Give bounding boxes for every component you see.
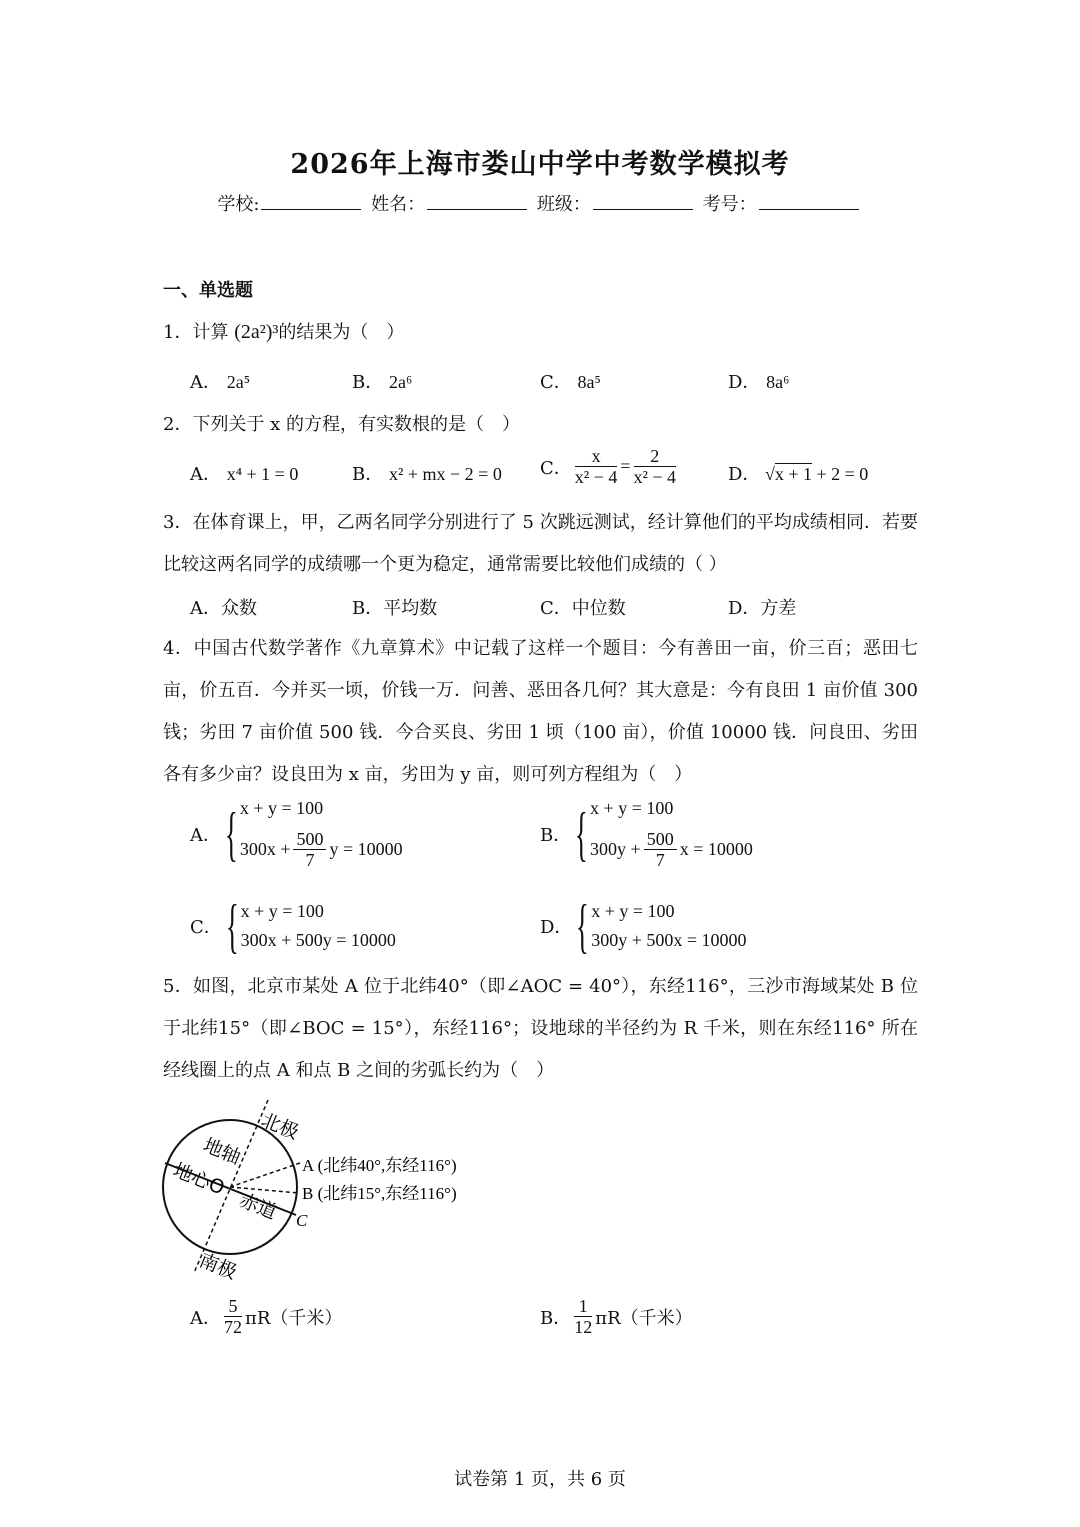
option-value: 8a⁵ <box>577 372 601 392</box>
denominator: 72 <box>224 1317 242 1337</box>
brace: { <box>575 801 589 867</box>
q4-option-d[interactable] <box>540 893 747 959</box>
q5-option-b[interactable] <box>540 1296 693 1337</box>
equation-part: x = 10000 <box>679 839 753 859</box>
option-letter: D． <box>728 372 761 393</box>
exam-title: 2026年上海市娄山中学中考数学模拟考 <box>290 149 790 180</box>
option-letter: A． <box>190 1307 221 1329</box>
brace: { <box>225 893 239 959</box>
option-value: x⁴ + 1 = 0 <box>226 464 299 484</box>
q2-option-b[interactable] <box>352 460 502 486</box>
q2-option-a[interactable] <box>190 460 298 486</box>
equation-part: 300y + <box>590 839 641 859</box>
option-letter: C． <box>190 917 222 938</box>
denominator: 7 <box>655 850 665 870</box>
south-pole-label: 南极 <box>196 1249 240 1284</box>
name-label: 姓名： <box>371 194 426 215</box>
q4-option-c[interactable] <box>190 893 396 959</box>
denominator: 12 <box>574 1317 593 1337</box>
brace: { <box>224 801 238 867</box>
equals-sign: = <box>620 456 631 476</box>
option-value: x² + mx − 2 = 0 <box>388 464 502 484</box>
center-label: 地心O <box>170 1159 228 1200</box>
q1-number: 1． <box>163 322 193 343</box>
numerator: 5 <box>224 1296 242 1317</box>
question-2: 2．下列关于 x 的方程，有实数根的是（ ） <box>163 414 521 435</box>
fraction <box>634 446 677 487</box>
equation-row: x + y = 100 <box>240 901 324 921</box>
q1-expression: (2a²)³ <box>234 321 279 343</box>
section-heading: 一、单选题 <box>163 280 253 301</box>
north-pole-label: 北极 <box>258 1109 302 1144</box>
numerator: 500 <box>644 829 677 850</box>
q2-option-d[interactable] <box>728 460 868 486</box>
earth-diagram <box>150 1095 510 1285</box>
denominator: x² − 4 <box>574 467 618 487</box>
sqrt-sign: √ <box>764 464 775 484</box>
equation-part: 300x + <box>239 839 291 859</box>
option-letter: B． <box>540 825 572 846</box>
option-letter: D． <box>540 917 573 938</box>
fraction <box>644 829 677 870</box>
option-rest: πR（千米） <box>245 1307 343 1329</box>
equation-row: 300y + 500x = 10000 <box>591 930 747 950</box>
brace: { <box>576 893 590 959</box>
option-letter: A． <box>190 464 221 485</box>
q2-option-c[interactable] <box>540 446 679 487</box>
q3-option-c[interactable]: C．中位数 <box>540 598 626 619</box>
numerator: x <box>575 446 618 467</box>
option-letter: B． <box>352 464 384 485</box>
question-3: 3．在体育课上，甲，乙两名同学分别进行了 5 次跳远测试，经计算他们的平均成绩相同．若要比较这两名同学的成绩哪一个更为稳定，通常需要比较他们成绩的（ ） <box>163 512 918 575</box>
equator-label: 赤道 <box>236 1189 280 1224</box>
question-1 <box>163 318 404 344</box>
equation-part: y = 10000 <box>329 839 403 859</box>
q1-option-c[interactable] <box>540 368 601 394</box>
option-letter: B． <box>540 1307 572 1329</box>
q3-option-a[interactable]: A．众数 <box>190 598 257 619</box>
equation-row: x + y = 100 <box>239 798 324 818</box>
fraction <box>574 1296 592 1337</box>
q3-option-d[interactable]: D．方差 <box>728 598 797 619</box>
option-letter: C． <box>540 457 572 479</box>
q1-option-d[interactable] <box>728 368 789 394</box>
option-letter: A． <box>190 372 221 393</box>
class-label: 班级： <box>536 194 591 215</box>
q4-option-a[interactable] <box>190 798 403 870</box>
axis-label: 地轴 <box>200 1134 244 1169</box>
fraction <box>575 446 618 487</box>
q5-option-a[interactable] <box>190 1296 342 1337</box>
numerator: 2 <box>634 446 677 467</box>
point-c-label: C <box>296 1211 308 1230</box>
fraction <box>293 829 326 870</box>
school-blank <box>261 195 361 210</box>
option-value: 8a⁶ <box>766 372 790 392</box>
q4-option-b[interactable] <box>540 798 753 870</box>
option-letter: B． <box>352 372 384 393</box>
name-blank <box>427 195 527 210</box>
option-letter: A． <box>190 825 221 846</box>
equation-row: x + y = 100 <box>591 901 675 921</box>
numerator: 1 <box>574 1296 592 1317</box>
equation-row: 300x + 500y = 10000 <box>240 930 396 950</box>
q3-option-b[interactable]: B．平均数 <box>352 598 438 619</box>
fraction <box>224 1296 242 1337</box>
question-4: 4．中国古代数学著作《九章算术》中记载了这样一个题目：今有善田一亩，价三百；恶田七亩，价五百．今并买一顷，价钱一万．问善、恶田各几何？其大意是：今有良田 1 亩价值 300 钱；劣田 7 亩价值 500 钱．今合买良、劣田 1 顷（100 亩），价值 10000 钱．问良田、劣田各有多少亩？设良田为 x 亩，劣田为 y 亩，则可列方程组为（ ） <box>163 638 918 785</box>
q1-option-b[interactable] <box>352 368 412 394</box>
option-rest: + 2 = 0 <box>816 464 869 484</box>
denominator: 7 <box>305 850 315 870</box>
option-value: 2a⁶ <box>388 372 413 392</box>
numerator: 500 <box>293 829 326 850</box>
radius-oa <box>230 1163 300 1187</box>
option-rest: πR（千米） <box>595 1307 693 1329</box>
q1-prefix: 计算 <box>192 322 229 343</box>
radicand: x + 1 <box>774 464 812 484</box>
option-value: 2a⁵ <box>226 372 250 392</box>
page-footer: 试卷第 1 页，共 6 页 <box>454 1469 626 1490</box>
number-blank <box>759 195 859 210</box>
student-info-line <box>0 190 1080 216</box>
option-letter: C． <box>540 372 572 393</box>
equation-row: x + y = 100 <box>590 798 674 818</box>
q1-option-a[interactable] <box>190 368 250 394</box>
point-b-label: B (北纬15°,东经116°) <box>302 1184 457 1203</box>
school-label: 学校: <box>217 194 260 215</box>
question-5: 5．如图，北京市某处 A 位于北纬40°（即∠AOC = 40°），东经116°，三沙市海域某处 B 位于北纬15°（即∠BOC = 15°），东经116°；设地球的半径约为 R 千米，则在东经116° 所在经线圈上的点 A 和点 B 之间的劣弧长约为（ ） <box>163 976 918 1081</box>
denominator: x² − 4 <box>633 467 677 487</box>
class-blank <box>593 195 693 210</box>
point-a-label: A (北纬40°,东经116°) <box>302 1156 457 1175</box>
q1-suffix: 的结果为（ ） <box>278 322 405 343</box>
number-label: 考号： <box>702 194 757 215</box>
option-letter: D． <box>728 464 761 485</box>
